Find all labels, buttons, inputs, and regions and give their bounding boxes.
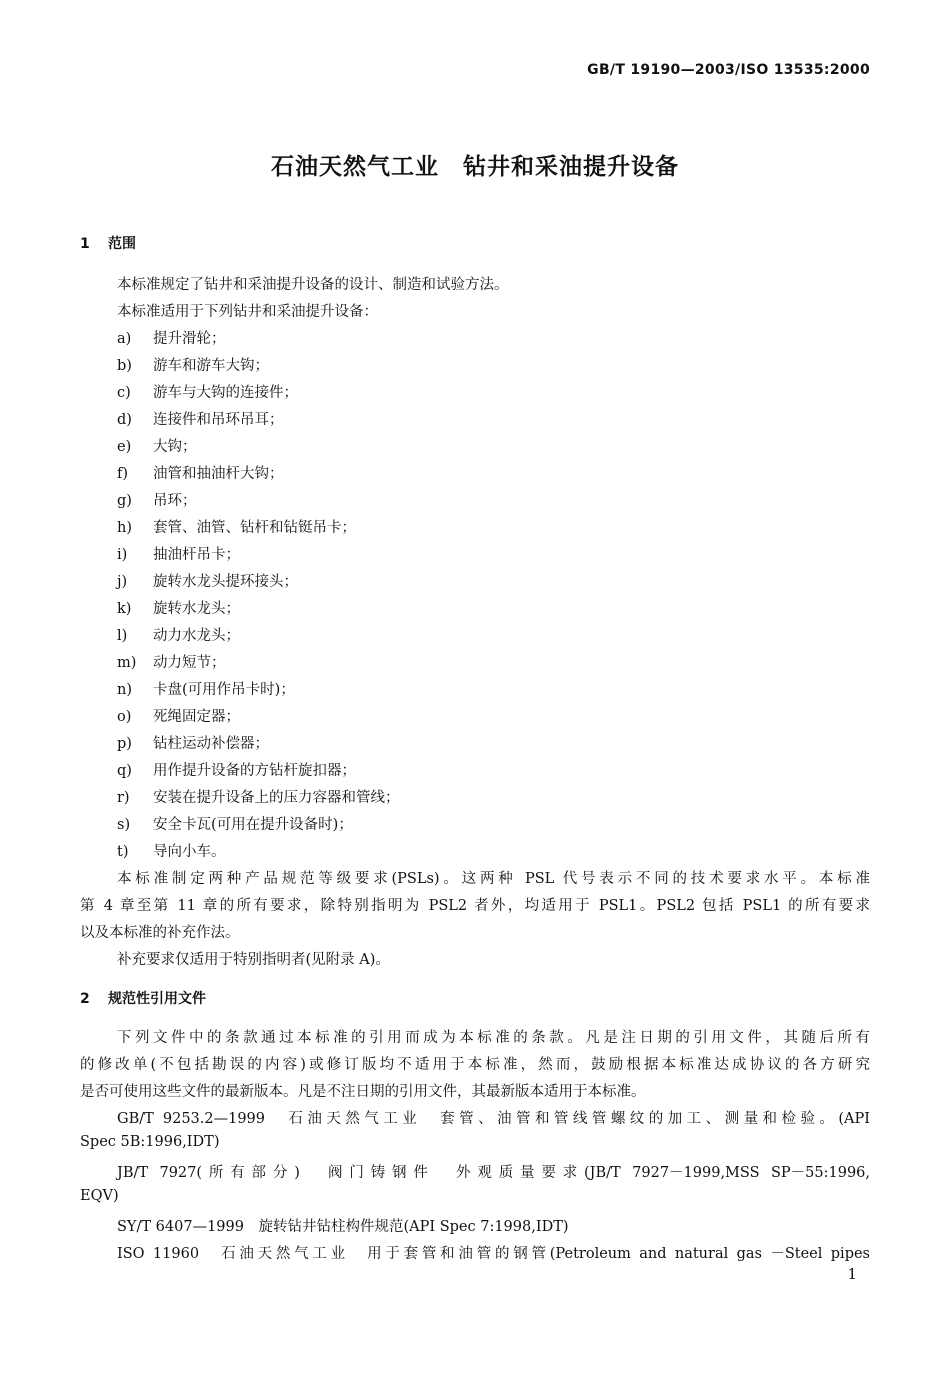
reference-line: SY/T 6407—1999 旋转钻井钻柱构件规范(API Spec 7:1998,IDT) (117, 1219, 569, 1235)
list-item: i) 抽油杆吊卡； (117, 547, 240, 563)
reference-line: GB/T 9253.2—1999 石油天然气工业 套管、油管和管线管螺纹的加工、测量和检验。(API (117, 1111, 870, 1127)
paragraph-line: 是否可使用这些文件的最新版本。凡是不注日期的引用文件，其最新版本适用于本标准。 (80, 1084, 646, 1100)
list-item: n) 卡盘(可用作吊卡时)； (117, 682, 295, 698)
list-item: m) 动力短节； (117, 655, 226, 671)
list-item: o) 死绳固定器； (117, 709, 240, 725)
section-number: 2 (80, 991, 90, 1007)
section-1-heading (80, 233, 136, 253)
paragraph: 补充要求仅适用于特别指明者(见附录 A)。 (117, 952, 390, 968)
list-item: c) 游车与大钩的连接件； (117, 385, 298, 401)
section-title: 范围 (108, 236, 136, 252)
list-item: r) 安装在提升设备上的压力容器和管线； (117, 790, 400, 806)
list-item: b) 游车和游车大钩； (117, 358, 269, 374)
reference-line: ISO 11960 石油天然气工业 用于套管和油管的钢管(Petroleum and natural gas －Steel pipes (117, 1246, 870, 1262)
list-item: p) 钻柱运动补偿器； (117, 736, 269, 752)
paragraph-line: 下列文件中的条款通过本标准的引用而成为本标准的条款。凡是注日期的引用文件，其随后所有 (117, 1030, 870, 1046)
list-item: h) 套管、油管、钻杆和钻铤吊卡； (117, 520, 356, 536)
reference-line: Spec 5B:1996,IDT) (80, 1134, 220, 1150)
paragraph-line: 第 4 章至第 11 章的所有要求，除特别指明为 PSL2 者外，均适用于 PSL1。PSL2 包括 PSL1 的所有要求 (80, 898, 870, 914)
paragraph-line: 以及本标准的补充作法。 (80, 925, 240, 941)
section-2-heading (80, 988, 206, 1008)
list-item: f) 油管和抽油杆大钩； (117, 466, 284, 482)
section-title: 规范性引用文件 (108, 991, 206, 1007)
list-item: g) 吊环； (117, 493, 197, 509)
list-item: q) 用作提升设备的方钻杆旋扣器； (117, 763, 356, 779)
document-title: 石油天然气工业 钻井和采油提升设备 (271, 154, 679, 180)
paragraph-line: 本标准制定两种产品规范等级要求(PSLs)。这两种 PSL 代号表示不同的技术要求水平。本标准 (117, 871, 870, 887)
page-number: 1 (847, 1265, 857, 1283)
reference-line: EQV) (80, 1188, 119, 1204)
list-item: e) 大钩； (117, 439, 197, 455)
list-item: a) 提升滑轮； (117, 331, 226, 347)
paragraph-line: 的修改单(不包括勘误的内容)或修订版均不适用于本标准，然而，鼓励根据本标准达成协议的各方研究 (80, 1057, 870, 1073)
reference-line: JB/T 7927(所有部分) 阀门铸钢件 外观质量要求(JB/T 7927－1999,MSS SP－55:1996, (117, 1165, 870, 1181)
paragraph: 本标准适用于下列钻井和采油提升设备： (117, 304, 378, 320)
standard-number: GB/T 19190—2003/ISO 13535:2000 (587, 62, 870, 78)
paragraph: 本标准规定了钻井和采油提升设备的设计、制造和试验方法。 (117, 277, 509, 293)
list-item: j) 旋转水龙头提环接头； (117, 574, 298, 590)
section-number: 1 (80, 236, 90, 252)
list-item: k) 旋转水龙头； (117, 601, 240, 617)
list-item: d) 连接件和吊环吊耳； (117, 412, 284, 428)
list-item: s) 安全卡瓦(可用在提升设备时)； (117, 817, 353, 833)
list-item: t) 导向小车。 (117, 844, 226, 860)
list-item: l) 动力水龙头； (117, 628, 240, 644)
